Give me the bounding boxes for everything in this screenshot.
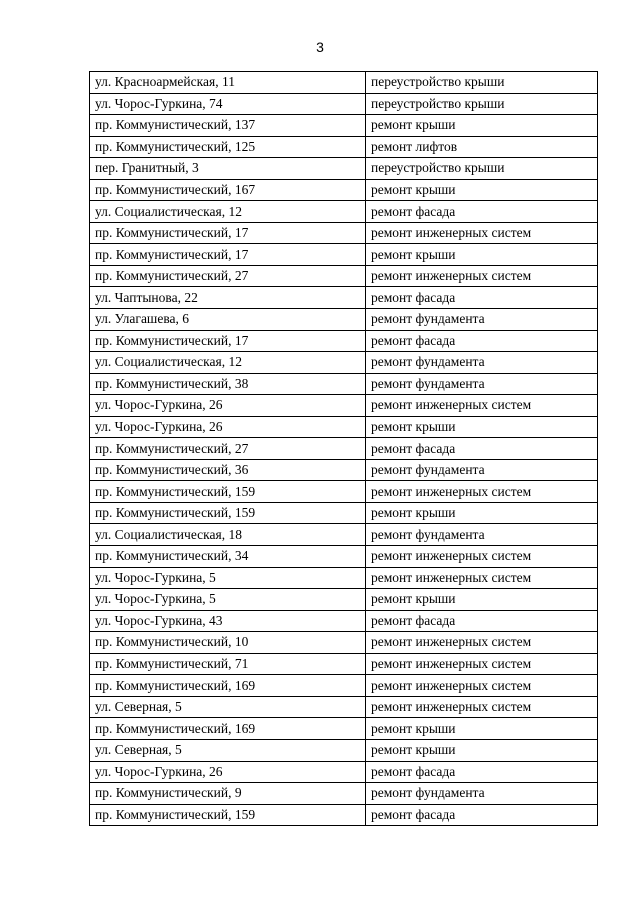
work-type-cell: ремонт инженерных систем: [366, 632, 598, 654]
work-type-cell: ремонт крыши: [366, 502, 598, 524]
work-type-cell: ремонт фундамента: [366, 524, 598, 546]
work-type-cell: ремонт фундамента: [366, 459, 598, 481]
address-cell: ул. Чорос-Гуркина, 43: [90, 610, 366, 632]
address-cell: пр. Коммунистический, 38: [90, 373, 366, 395]
table-row: [90, 632, 598, 654]
table-row: [90, 589, 598, 611]
work-type-cell: ремонт фундамента: [366, 373, 598, 395]
work-type-cell: переустройство крыши: [366, 158, 598, 180]
address-cell: пр. Коммунистический, 9: [90, 783, 366, 805]
table-row: [90, 761, 598, 783]
address-cell: ул. Социалистическая, 12: [90, 352, 366, 374]
address-cell: ул. Чорос-Гуркина, 74: [90, 93, 366, 115]
work-type-cell: ремонт фасада: [366, 330, 598, 352]
table-row: [90, 395, 598, 417]
table-row: [90, 675, 598, 697]
work-type-cell: ремонт фундамента: [366, 309, 598, 331]
table-row: [90, 459, 598, 481]
address-cell: ул. Чорос-Гуркина, 26: [90, 416, 366, 438]
address-cell: пр. Коммунистический, 159: [90, 481, 366, 503]
address-cell: ул. Красноармейская, 11: [90, 72, 366, 94]
work-type-cell: ремонт фасада: [366, 438, 598, 460]
address-cell: ул. Улагашева, 6: [90, 309, 366, 331]
table-row: [90, 244, 598, 266]
work-type-cell: ремонт инженерных систем: [366, 653, 598, 675]
work-type-cell: переустройство крыши: [366, 72, 598, 94]
table-row: [90, 524, 598, 546]
table-row: [90, 546, 598, 568]
address-cell: пр. Коммунистический, 169: [90, 675, 366, 697]
work-type-cell: ремонт фасада: [366, 761, 598, 783]
table-row: [90, 804, 598, 826]
work-type-cell: ремонт крыши: [366, 244, 598, 266]
work-type-cell: ремонт инженерных систем: [366, 395, 598, 417]
address-cell: пр. Коммунистический, 159: [90, 502, 366, 524]
table-row: [90, 416, 598, 438]
work-type-cell: ремонт крыши: [366, 179, 598, 201]
table-row: [90, 352, 598, 374]
address-cell: пер. Гранитный, 3: [90, 158, 366, 180]
work-type-cell: ремонт инженерных систем: [366, 675, 598, 697]
address-cell: ул. Чаптынова, 22: [90, 287, 366, 309]
table-row: [90, 265, 598, 287]
address-cell: ул. Северная, 5: [90, 696, 366, 718]
table-row: [90, 72, 598, 94]
table-row: [90, 222, 598, 244]
work-type-cell: ремонт инженерных систем: [366, 696, 598, 718]
address-cell: пр. Коммунистический, 17: [90, 330, 366, 352]
work-type-cell: ремонт инженерных систем: [366, 222, 598, 244]
work-type-cell: ремонт лифтов: [366, 136, 598, 158]
work-type-cell: ремонт крыши: [366, 718, 598, 740]
address-cell: ул. Социалистическая, 12: [90, 201, 366, 223]
table-row: [90, 610, 598, 632]
address-cell: пр. Коммунистический, 137: [90, 115, 366, 137]
table-row: [90, 481, 598, 503]
work-type-cell: ремонт фундамента: [366, 783, 598, 805]
work-type-cell: ремонт инженерных систем: [366, 546, 598, 568]
work-type-cell: ремонт инженерных систем: [366, 567, 598, 589]
work-type-cell: ремонт крыши: [366, 589, 598, 611]
table-row: [90, 287, 598, 309]
table-row: [90, 567, 598, 589]
table-row: [90, 696, 598, 718]
work-type-cell: ремонт инженерных систем: [366, 265, 598, 287]
table-row: [90, 309, 598, 331]
address-cell: ул. Северная, 5: [90, 739, 366, 761]
table-row: [90, 115, 598, 137]
table-row: [90, 783, 598, 805]
address-cell: ул. Чорос-Гуркина, 5: [90, 567, 366, 589]
table-row: [90, 201, 598, 223]
works-table: [89, 71, 598, 826]
address-cell: пр. Коммунистический, 125: [90, 136, 366, 158]
work-type-cell: ремонт фасада: [366, 287, 598, 309]
address-cell: пр. Коммунистический, 10: [90, 632, 366, 654]
works-table-body: [90, 72, 598, 826]
table-row: [90, 373, 598, 395]
table-row: [90, 739, 598, 761]
work-type-cell: ремонт крыши: [366, 416, 598, 438]
table-row: [90, 718, 598, 740]
address-cell: пр. Коммунистический, 27: [90, 265, 366, 287]
address-cell: ул. Чорос-Гуркина, 5: [90, 589, 366, 611]
table-row: [90, 179, 598, 201]
address-cell: пр. Коммунистический, 17: [90, 222, 366, 244]
address-cell: пр. Коммунистический, 17: [90, 244, 366, 266]
work-type-cell: ремонт инженерных систем: [366, 481, 598, 503]
table-row: [90, 330, 598, 352]
work-type-cell: ремонт фасада: [366, 201, 598, 223]
work-type-cell: ремонт крыши: [366, 739, 598, 761]
table-row: [90, 136, 598, 158]
table-row: [90, 653, 598, 675]
work-type-cell: ремонт фасада: [366, 610, 598, 632]
work-type-cell: ремонт фундамента: [366, 352, 598, 374]
address-cell: пр. Коммунистический, 36: [90, 459, 366, 481]
address-cell: пр. Коммунистический, 167: [90, 179, 366, 201]
address-cell: ул. Чорос-Гуркина, 26: [90, 395, 366, 417]
address-cell: пр. Коммунистический, 159: [90, 804, 366, 826]
address-cell: пр. Коммунистический, 34: [90, 546, 366, 568]
page-number: 3: [316, 39, 324, 55]
table-row: [90, 158, 598, 180]
work-type-cell: ремонт крыши: [366, 115, 598, 137]
address-cell: ул. Социалистическая, 18: [90, 524, 366, 546]
address-cell: пр. Коммунистический, 169: [90, 718, 366, 740]
table-row: [90, 502, 598, 524]
address-cell: пр. Коммунистический, 27: [90, 438, 366, 460]
address-cell: ул. Чорос-Гуркина, 26: [90, 761, 366, 783]
table-row: [90, 438, 598, 460]
work-type-cell: ремонт фасада: [366, 804, 598, 826]
work-type-cell: переустройство крыши: [366, 93, 598, 115]
table-row: [90, 93, 598, 115]
address-cell: пр. Коммунистический, 71: [90, 653, 366, 675]
